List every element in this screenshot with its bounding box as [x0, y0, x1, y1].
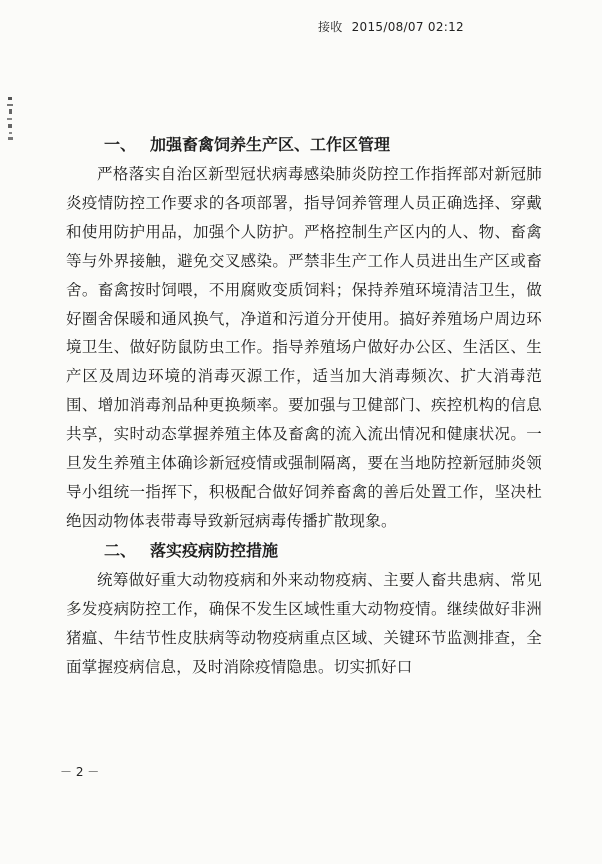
section-title-1: 加强畜禽饲养生产区、工作区管理 [150, 135, 391, 154]
section-paragraph-2: 统筹做好重大动物疫病和外来动物疫病、主要人畜共患病、常见多发疫病防控工作，确保不发生区域性重大动物疫情。继续做好非洲猪瘟、牛结节性皮肤病等动物疫病重点区域、关键环节监测排查，全面掌握疫病信息，及时消除疫情隐患。切实抓好口 [66, 570, 542, 676]
section-heading-1 [66, 130, 542, 160]
section-heading-2 [66, 536, 542, 566]
section-number-2: 二、 [104, 540, 137, 560]
section-paragraph-1: 严格落实自治区新型冠状病毒感染肺炎防控工作指挥部对新冠肺炎疫情防控工作要求的各项部署，指导饲养管理人员正确选择、穿戴和使用防护用品，加强个人防护。严格控制生产区内的人、物、畜禽等与外界接触，避免交叉感染。严禁非生产工作人员进出生产区或畜舍。畜禽按时饲喂，不用腐败变质饲料；保持养殖环境清洁卫生，做好圈舍保暖和通风换气，净道和污道分开使用。搞好养殖场户周边环境卫生、做好防鼠防虫工作。指导养殖场户做好办公区、生活区、生产区及周边环境的消毒灭源工作，适当加大消毒频次、扩大消毒范围、增加消毒剂品种更换频率。要加强与卫健部门、疾控机构的信息共享，实时动态掌握养殖主体及畜禽的流入流出情况和健康状况。一旦发生养殖主体确诊新冠疫情或强制隔离，要在当地防控新冠肺炎领导小组统一指挥下，积极配合做好饲养畜禽的善后处置工作，坚决杜绝因动物体表带毒导致新冠病毒传播扩散现象。 [66, 165, 542, 530]
document-body [66, 130, 542, 681]
page-number: － 2 － [60, 765, 100, 779]
section-number-1: 一、 [104, 135, 137, 154]
scan-artifact-mark [6, 95, 16, 143]
fax-received-label: 接收 [318, 20, 343, 34]
fax-receive-header [318, 18, 464, 35]
fax-timestamp: 2015/08/07 02:12 [351, 20, 464, 34]
section-title-2: 落实疫病防控措施 [150, 540, 279, 560]
